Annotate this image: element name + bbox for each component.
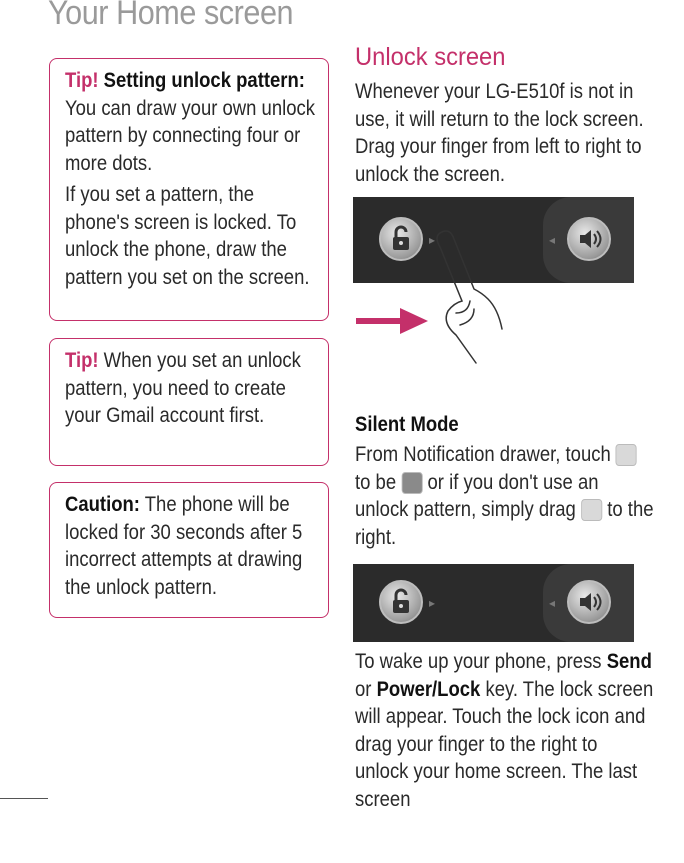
lock-icon xyxy=(381,219,421,259)
tip-label: Tip! xyxy=(65,349,99,372)
tip-heading-line xyxy=(65,67,319,177)
wake-or: or xyxy=(355,677,372,701)
tip-label: Tip! xyxy=(65,69,99,92)
lock-icon xyxy=(381,582,421,622)
send-key-label: Send xyxy=(606,650,652,673)
caution-label: Caution: xyxy=(65,493,140,516)
caution-text: The phone will be locked for 30 seconds after 5 incorrect attempts at drawing the unlock pattern. xyxy=(65,493,303,599)
chevron-right-icon: ▸ xyxy=(429,233,436,247)
caution-text-line xyxy=(65,491,319,601)
speaker-icon-button[interactable] xyxy=(567,217,611,261)
silent-heading: Silent Mode xyxy=(355,413,459,436)
silent-section xyxy=(355,413,655,551)
speaker-icon xyxy=(569,219,609,259)
lock-icon-button[interactable] xyxy=(379,580,423,624)
speaker-icon xyxy=(569,582,609,622)
wake-text-2: key. The lock screen will appear. Touch the lock icon and drag your finger to the right to unlock your home screen. The last screen xyxy=(355,677,654,811)
tip-paragraph-1: You can draw your own unlock pattern by connecting four or more dots. xyxy=(65,96,315,175)
tip-heading: Setting unlock pattern: xyxy=(103,69,305,92)
footer-rule xyxy=(0,798,48,799)
unlock-heading: Unlock screen xyxy=(355,43,506,71)
caution-box xyxy=(49,482,329,618)
speaker-small-icon xyxy=(581,499,602,521)
silent-text-4: to the right. xyxy=(355,498,654,549)
tip-box-gmail xyxy=(49,338,329,466)
unlock-section xyxy=(355,42,655,188)
wake-text-1: To wake up your phone, press xyxy=(355,650,602,673)
tip-box-unlock-pattern xyxy=(49,58,329,321)
silent-text-3: or if you don't use an unlock pattern, simply drag xyxy=(355,470,599,521)
tip-gmail-text: When you set an unlock pattern, you need to create your Gmail account first. xyxy=(65,349,301,427)
chevron-left-icon: ◂ xyxy=(549,596,556,610)
silent-text-2: to be xyxy=(355,470,397,494)
tip-paragraph-2: If you set a pattern, the phone's screen is locked. To unlock the phone, draw the pattern you set on the screen. xyxy=(65,183,310,289)
speaker-small-icon xyxy=(616,444,637,466)
finger-icon xyxy=(420,225,520,365)
silent-icon xyxy=(401,472,422,494)
chevron-right-icon: ▸ xyxy=(429,596,436,610)
tip-gmail-text-line xyxy=(65,347,319,430)
lock-screen-bar-2 xyxy=(353,564,634,642)
power-key-label: Power/Lock xyxy=(376,677,481,701)
wake-body xyxy=(355,648,656,813)
silent-text-1: From Notification drawer, touch xyxy=(355,443,611,466)
silent-body xyxy=(355,441,656,551)
unlock-body: Whenever your LG-E510f is not in use, it will return to the lock screen. Drag your finger from left to right to unlock the screen. xyxy=(355,80,644,186)
wake-section xyxy=(355,648,655,813)
speaker-icon-button[interactable] xyxy=(567,580,611,624)
arrow-right-icon xyxy=(356,306,428,336)
lock-icon-button[interactable] xyxy=(379,217,423,261)
chevron-left-icon: ◂ xyxy=(549,233,556,247)
page-title: Your Home screen xyxy=(48,0,294,32)
